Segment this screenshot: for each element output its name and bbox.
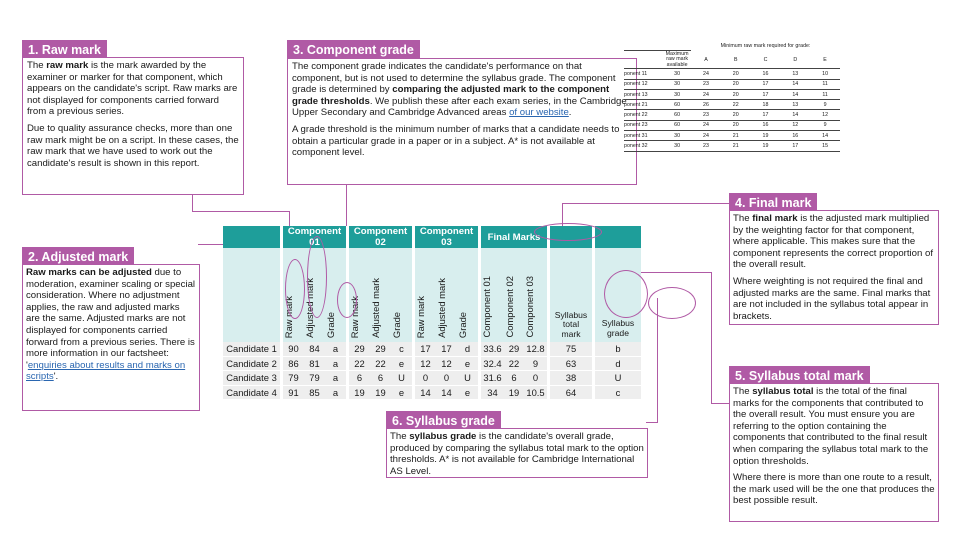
results-table: [223, 226, 641, 400]
threshold-value: 11: [810, 79, 840, 89]
raw-mark-col: Raw mark: [415, 295, 426, 338]
threshold-value: 21: [721, 141, 751, 151]
syllabus-total-highlight: [604, 270, 648, 318]
result-cell: 12: [436, 356, 457, 371]
result-cell: 32.4: [480, 356, 505, 371]
threshold-value: 20: [721, 89, 751, 99]
result-cell: 6: [370, 371, 391, 386]
threshold-row: [624, 120, 840, 130]
threshold-value: 20: [721, 110, 751, 120]
candidate-name: Candidate 4: [223, 385, 282, 400]
result-cell: 85: [304, 385, 325, 400]
result-cell: 86: [282, 356, 305, 371]
threshold-label: ponent 13: [624, 89, 663, 99]
threshold-max: 60: [663, 110, 691, 120]
threshold-value: 24: [691, 69, 721, 79]
threshold-value: 19: [751, 131, 781, 141]
connector-5: [636, 272, 712, 273]
grade-head: D: [780, 51, 810, 69]
threshold-value: 22: [721, 100, 751, 110]
threshold-label: ponent 21: [624, 100, 663, 110]
result-cell: 17: [436, 342, 457, 356]
result-cell: 79: [304, 371, 325, 386]
result-cell: 6: [348, 371, 371, 386]
threshold-value: 10: [810, 69, 840, 79]
threshold-row: [624, 110, 840, 120]
result-cell: 34: [480, 385, 505, 400]
threshold-max: 30: [663, 131, 691, 141]
result-cell: 14: [436, 385, 457, 400]
result-cell: 0: [436, 371, 457, 386]
final-mark-header: 4. Final mark: [729, 193, 817, 213]
component-grade-text: The component grade indicates the candidate's performance on that component, but is not used to determine the syllabus grade. The component grade is determined by comparing the adjusted mark to the component grade thresholds. We publish these after each exam series, in the Cambridge Upper Secondary and Cambridge Advanced areas of our website. A grade threshold is the minimum number of marks that a candidate needs to obtain a particular grade in a paper or in a subject. A* is not available at component level.: [292, 61, 627, 159]
adjusted-mark-header: 2. Adjusted mark: [22, 247, 134, 267]
final-c03-col: Component 03: [524, 276, 535, 338]
result-cell: 64: [549, 385, 594, 400]
group-final-marks: Final Marks: [480, 226, 549, 248]
threshold-label: ponent 12: [624, 79, 663, 89]
grade-head: B: [721, 51, 751, 69]
result-cell: 79: [282, 371, 305, 386]
final-c02-col: Component 02: [504, 276, 515, 338]
final-c01-col: Component 01: [481, 276, 492, 338]
result-cell: 29: [348, 342, 371, 356]
result-cell: 91: [282, 385, 305, 400]
threshold-value: 23: [691, 110, 721, 120]
threshold-value: 14: [780, 110, 810, 120]
grade-head: C: [751, 51, 781, 69]
threshold-value: 15: [810, 141, 840, 151]
threshold-value: 17: [751, 89, 781, 99]
result-cell: 6: [504, 371, 524, 386]
candidate-row: [223, 342, 641, 356]
adjusted-mark-highlight: [307, 236, 327, 318]
threshold-row: [624, 141, 840, 151]
syllabus-grade-highlight: [648, 287, 696, 319]
result-cell: 33.6: [480, 342, 505, 356]
threshold-row: [624, 89, 840, 99]
threshold-value: 16: [751, 69, 781, 79]
result-cell: b: [594, 342, 642, 356]
threshold-value: 14: [780, 89, 810, 99]
connector-5: [711, 403, 729, 404]
threshold-value: 9: [810, 100, 840, 110]
threshold-value: 26: [691, 100, 721, 110]
result-cell: U: [457, 371, 480, 386]
max-mark-header: Maximum raw mark available: [663, 51, 691, 69]
group-component-03: Component 03: [414, 226, 480, 248]
result-cell: 10.5: [524, 385, 549, 400]
result-cell: 22: [348, 356, 371, 371]
threshold-value: 18: [751, 100, 781, 110]
threshold-value: 20: [721, 120, 751, 130]
threshold-value: 12: [780, 120, 810, 130]
result-cell: c: [391, 342, 414, 356]
connector-6: [646, 422, 658, 423]
grade-thresholds-table: [624, 41, 840, 158]
connector-6: [657, 298, 658, 423]
connector-1: [192, 192, 193, 212]
result-cell: 84: [304, 342, 325, 356]
threshold-value: 16: [751, 120, 781, 130]
threshold-row: [624, 79, 840, 89]
candidate-name: Candidate 1: [223, 342, 282, 356]
result-cell: e: [391, 385, 414, 400]
syllabus-total-col: Syllabus total mark: [554, 309, 588, 339]
grade-col: Grade: [391, 311, 402, 338]
result-cell: 22: [504, 356, 524, 371]
result-cell: 0: [414, 371, 437, 386]
adjusted-mark-col: Adjusted mark: [436, 278, 447, 338]
result-cell: e: [391, 356, 414, 371]
threshold-value: 14: [780, 79, 810, 89]
result-cell: 14: [414, 385, 437, 400]
threshold-value: 17: [780, 141, 810, 151]
result-cell: U: [594, 371, 642, 386]
final-marks-highlight: [534, 223, 602, 241]
threshold-value: 13: [780, 100, 810, 110]
result-cell: 38: [549, 371, 594, 386]
raw-mark-col: Raw mark: [349, 295, 360, 338]
thresholds-title: Minimum raw mark required for grade:: [720, 42, 811, 49]
result-cell: a: [325, 371, 348, 386]
grade-col: Grade: [325, 311, 336, 338]
threshold-value: 21: [721, 131, 751, 141]
candidate-name: Candidate 2: [223, 356, 282, 371]
result-cell: a: [325, 385, 348, 400]
threshold-value: 20: [721, 79, 751, 89]
result-cell: c: [594, 385, 642, 400]
raw-mark-text: The raw mark is the mark awarded by the examiner or marker for that component, which appears on the candidate's script. Raw marks are not displayed for components carried forward from a previous series. Due to quality assurance checks, more than one raw mark might be on a script. In these cases, the raw mark that we have used to work out the candidate's result is shown in this report.: [27, 60, 239, 169]
threshold-label: ponent 22: [624, 110, 663, 120]
grade-head: E: [810, 51, 840, 69]
threshold-value: 17: [751, 110, 781, 120]
adjusted-mark-text: Raw marks can be adjusted due to moderation, examiner scaling or special consideration. Where no adjustment applies, the raw and adjusted marks are the same. Adjusted marks are not displayed for components carried forward from a previous series. There is more information in our factsheet: 'enquiries about results and marks on scripts'.: [26, 267, 196, 383]
threshold-label: ponent 23: [624, 120, 663, 130]
result-cell: 31.6: [480, 371, 505, 386]
result-cell: 19: [370, 385, 391, 400]
component-grade-header: 3. Component grade: [287, 40, 420, 60]
result-cell: 19: [504, 385, 524, 400]
threshold-value: 23: [691, 141, 721, 151]
threshold-max: 30: [663, 89, 691, 99]
grade-head: A: [691, 51, 721, 69]
candidate-name: Candidate 3: [223, 371, 282, 386]
result-cell: 22: [370, 356, 391, 371]
syllabus-grade-col: Syllabus grade: [601, 318, 635, 338]
threshold-value: 16: [780, 131, 810, 141]
threshold-value: 13: [780, 69, 810, 79]
connector-1: [192, 211, 290, 212]
connector-4: [562, 203, 729, 204]
syllabus-total-header: 5. Syllabus total mark: [729, 366, 870, 386]
result-cell: 29: [504, 342, 524, 356]
threshold-row: [624, 131, 840, 141]
threshold-value: 17: [751, 79, 781, 89]
result-cell: 75: [549, 342, 594, 356]
threshold-value: 24: [691, 120, 721, 130]
raw-mark-col: Raw mark: [283, 295, 294, 338]
connector-5: [711, 272, 712, 403]
grade-highlight: [337, 282, 357, 318]
result-cell: 12: [414, 356, 437, 371]
threshold-value: 23: [691, 79, 721, 89]
threshold-value: 19: [751, 141, 781, 151]
threshold-label: ponent 32: [624, 141, 663, 151]
adjusted-mark-col: Adjusted mark: [370, 278, 381, 338]
threshold-label: ponent 31: [624, 131, 663, 141]
result-cell: U: [391, 371, 414, 386]
threshold-max: 60: [663, 100, 691, 110]
factsheet-link[interactable]: enquiries about results and marks on scripts: [26, 359, 186, 383]
result-cell: 12.8: [524, 342, 549, 356]
threshold-row: [624, 100, 840, 110]
threshold-label: ponent 11: [624, 69, 663, 79]
threshold-max: 30: [663, 69, 691, 79]
result-cell: 90: [282, 342, 305, 356]
threshold-value: 20: [721, 69, 751, 79]
syllabus-grade-header: 6. Syllabus grade: [386, 411, 501, 431]
threshold-value: 9: [810, 120, 840, 130]
group-component-02: Component 02: [348, 226, 414, 248]
threshold-value: 24: [691, 131, 721, 141]
threshold-max: 30: [663, 79, 691, 89]
candidate-row: [223, 371, 641, 386]
final-mark-text: The final mark is the adjusted mark multiplied by the weighting factor for that component, where applicable. This makes sure that the component represents the correct proportion of the overall result. Where weighting is not required the final and adjusted marks are the same. Final marks that are not included in the syllabus total appear in brackets.: [733, 213, 933, 322]
result-cell: 17: [414, 342, 437, 356]
candidate-row: [223, 385, 641, 400]
result-cell: d: [594, 356, 642, 371]
threshold-value: 11: [810, 89, 840, 99]
threshold-max: 30: [663, 141, 691, 151]
candidate-row: [223, 356, 641, 371]
threshold-value: 24: [691, 89, 721, 99]
result-cell: 0: [524, 371, 549, 386]
group-component-01: Component 01: [282, 226, 348, 248]
result-cell: a: [325, 356, 348, 371]
result-cell: 29: [370, 342, 391, 356]
result-cell: e: [457, 356, 480, 371]
threshold-max: 60: [663, 120, 691, 130]
result-cell: 19: [348, 385, 371, 400]
result-cell: 63: [549, 356, 594, 371]
result-cell: d: [457, 342, 480, 356]
threshold-value: 12: [810, 110, 840, 120]
raw-mark-highlight: [285, 259, 305, 319]
threshold-value: 14: [810, 131, 840, 141]
threshold-row: [624, 69, 840, 79]
grade-col: Grade: [457, 311, 468, 338]
syllabus-total-text: The syllabus total is the total of the final marks for the components that contributed to the overall result. You must ensure you are referring to the option containing the components that contributed to the final result when comparing the syllabus total mark to the option thresholds. Where there is more than one route to a result, the mark used will be the one that produces the best possible result.: [733, 386, 935, 507]
result-cell: a: [325, 342, 348, 356]
result-cell: 9: [524, 356, 549, 371]
syllabus-grade-text: The syllabus grade is the candidate's overall grade, produced by comparing the syllabus total mark to the option thresholds. A* is not available for Cambridge International AS Level.: [390, 431, 644, 477]
result-cell: e: [457, 385, 480, 400]
raw-mark-header: 1. Raw mark: [22, 40, 107, 60]
result-cell: 81: [304, 356, 325, 371]
website-link[interactable]: of our website: [509, 107, 569, 119]
adjusted-mark-col: Adjusted mark: [304, 278, 315, 338]
